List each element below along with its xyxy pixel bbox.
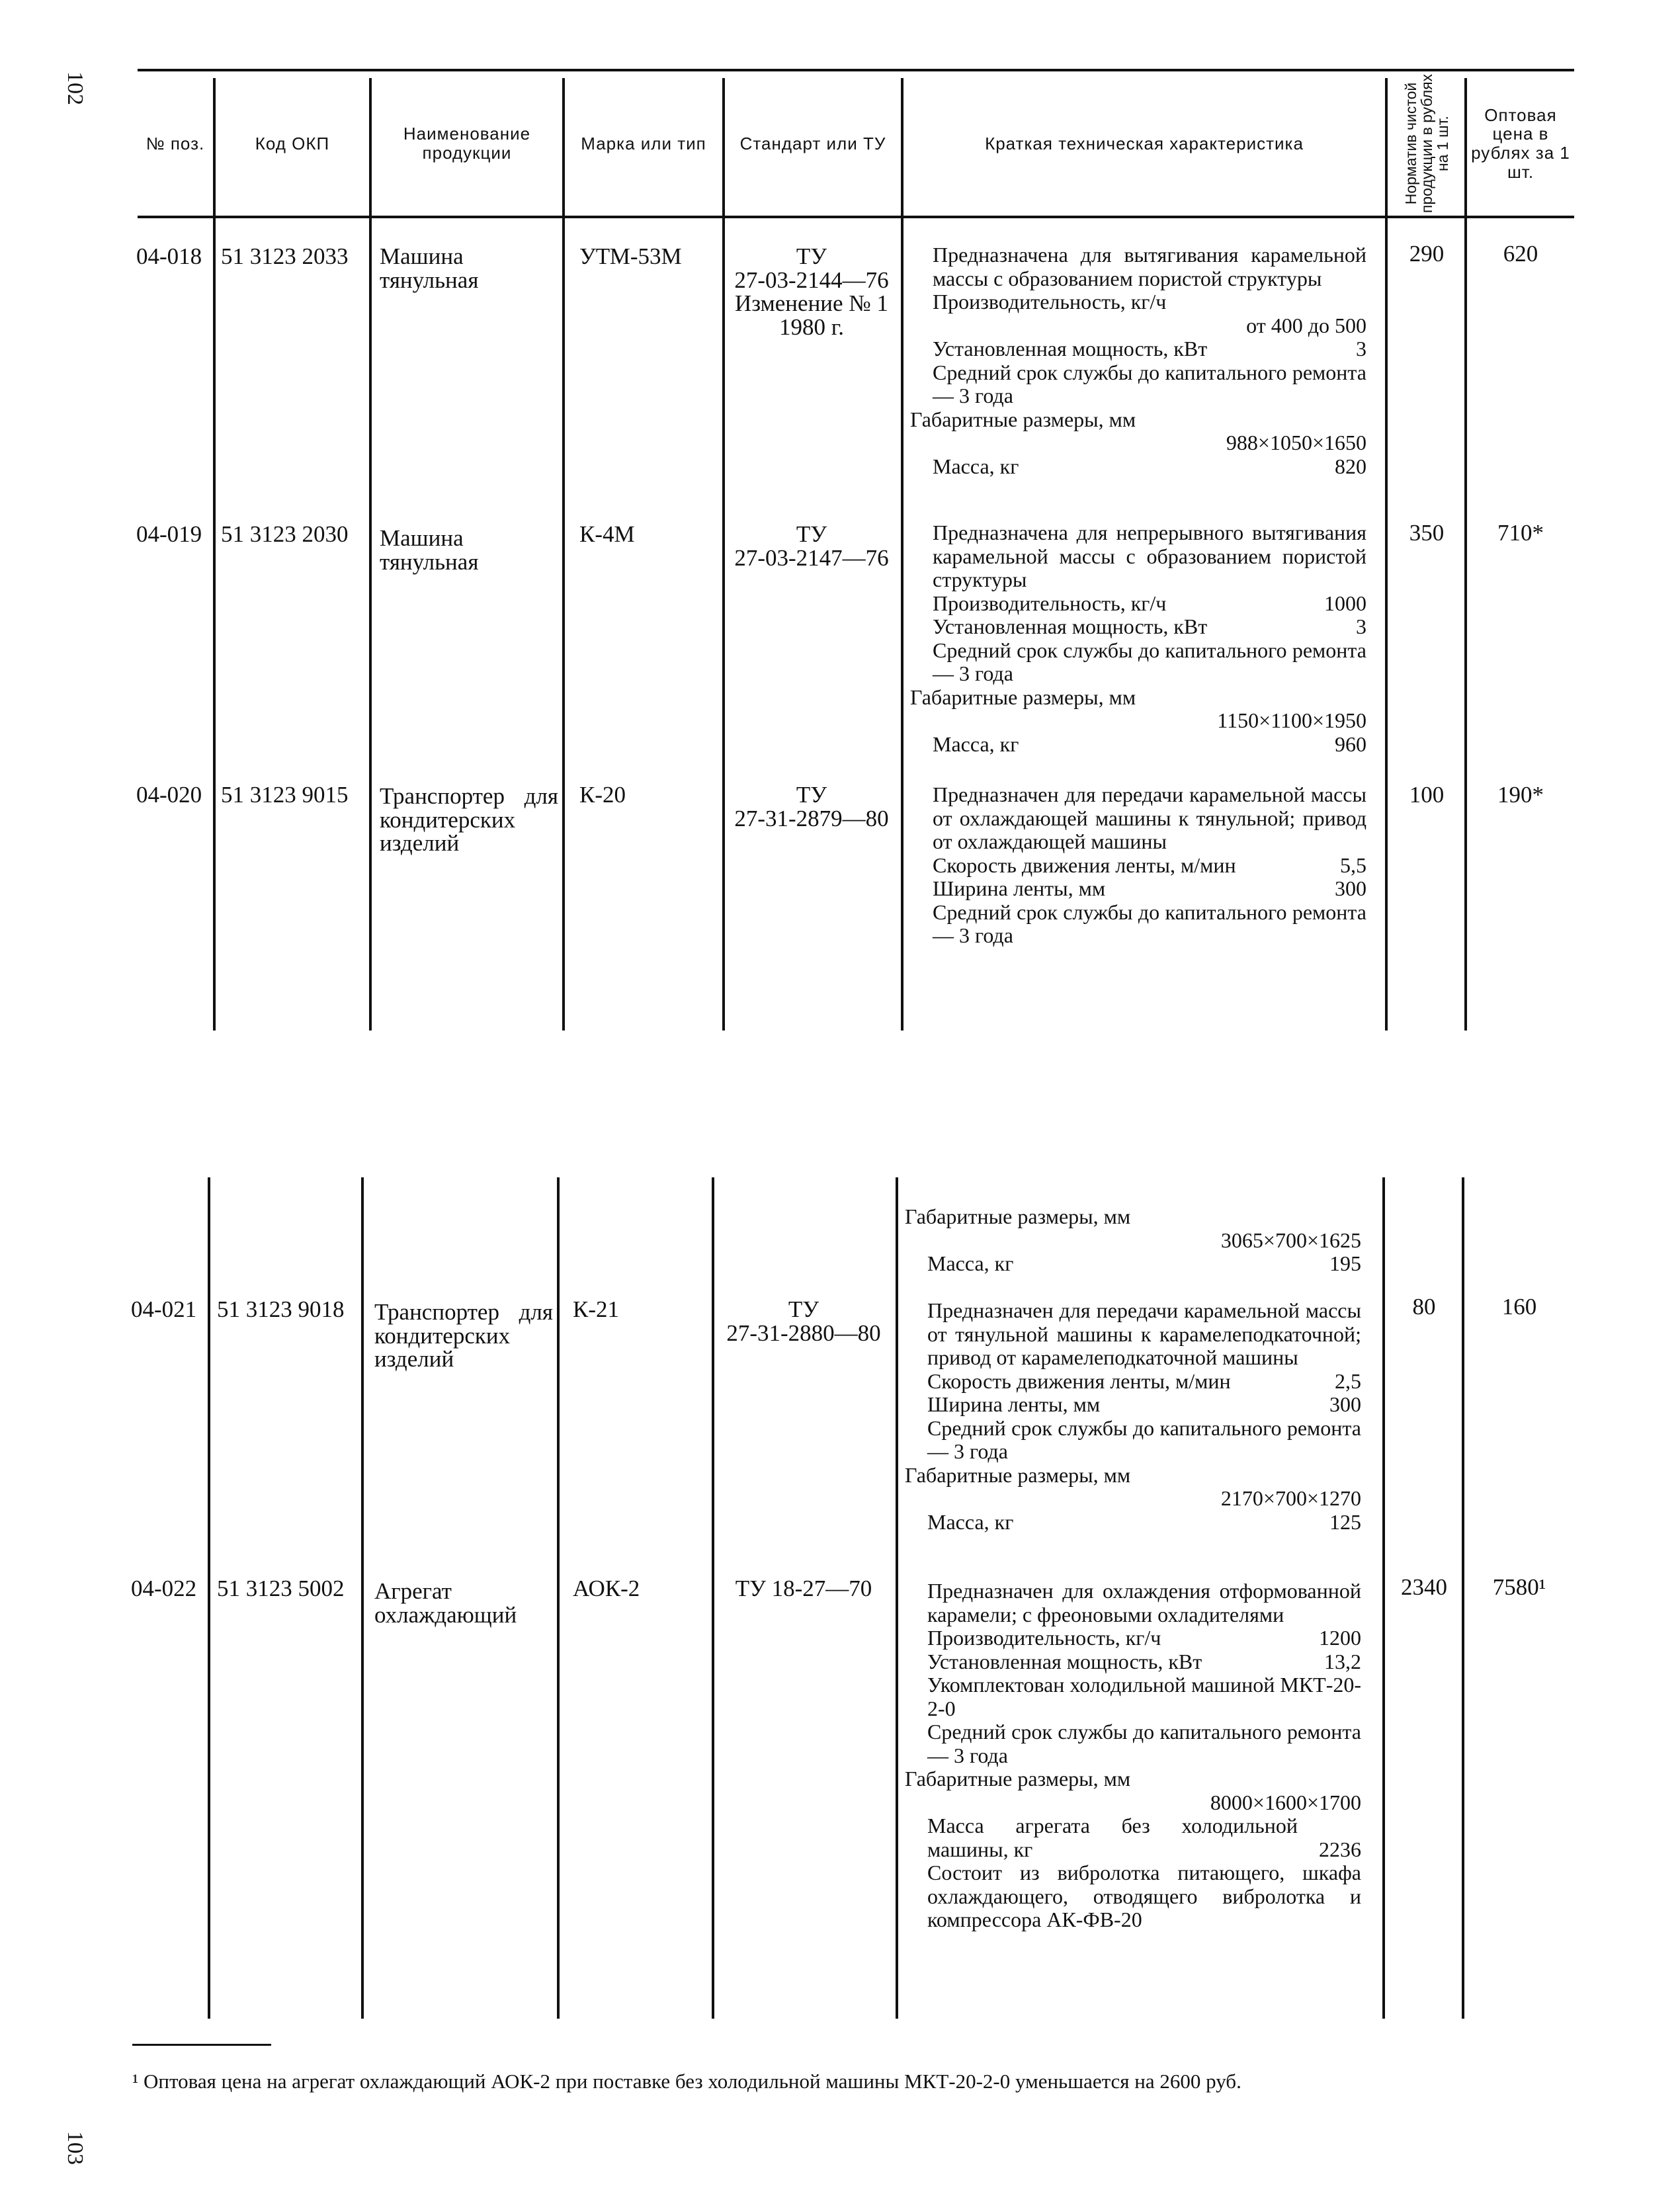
desc-value: 2236: [1319, 1837, 1361, 1861]
desc-label: Ширина ленты, мм: [927, 1392, 1101, 1416]
desc-value: 13,2: [1324, 1649, 1361, 1673]
standard-line: ТУ: [796, 521, 827, 547]
row-pos: 04-021: [131, 1296, 197, 1322]
desc-purpose: Предназначен для передачи карамельной массы от охлаждающей машины к тянульной; привод от охлаждающей машины: [933, 782, 1366, 853]
row-standard: [725, 245, 898, 339]
desc-purpose: Предназначен для передачи карамельной массы от тянульной машины к карамелеподкаточной; привод от карамелеподкаточной машины: [927, 1298, 1361, 1369]
row-mark: К-4М: [579, 521, 635, 547]
standard-line: Изменение № 1: [735, 290, 888, 317]
row-code: 51 3123 9015: [221, 782, 349, 808]
row-standard: [714, 1577, 893, 1601]
row-name: Машина тянульная: [380, 525, 479, 575]
desc-kv: [905, 1252, 1361, 1276]
row-name: Агрегат охлаждающий: [374, 1578, 517, 1628]
desc-kv: [910, 337, 1366, 361]
desc-value: 1200: [1319, 1626, 1361, 1650]
desc-composition: Состоит из вибролотка питающего, шкафа охлаждающего, отводящего вибролотка и компрессора АК-ФВ-20: [927, 1861, 1361, 1931]
desc-value: 300: [1335, 876, 1366, 900]
desc-label: Габаритные размеры, мм: [910, 407, 1136, 431]
desc-equipped: Укомплектован холодильной машиной МКТ-20-2-0: [927, 1673, 1361, 1720]
column-divider: [557, 1177, 560, 2019]
column-divider: [562, 78, 565, 1031]
desc-value: 3: [1356, 337, 1366, 360]
footnote-rule: [132, 2044, 271, 2046]
header-pos: № поз.: [146, 133, 205, 153]
column-divider: [901, 78, 903, 1031]
desc-label: Масса, кг: [927, 1251, 1014, 1275]
header-price: Оптовая цена в рублях за 1 шт.: [1471, 105, 1570, 182]
row-code: 51 3123 5002: [217, 1576, 345, 1601]
desc-label: Габаритные размеры, мм: [905, 1462, 1131, 1487]
column-divider: [896, 1177, 898, 2019]
desc-kv: [910, 733, 1366, 757]
standard-line: 1980 г.: [779, 314, 844, 341]
standard-line: ТУ: [796, 782, 827, 808]
desc-kv: [905, 1626, 1361, 1650]
desc-label: Габаритные размеры, мм: [905, 1204, 1131, 1228]
desc-value: 2170×700×1270: [1220, 1486, 1361, 1510]
desc-kv: [910, 854, 1366, 878]
desc-value: 1000: [1324, 591, 1366, 615]
standard-line: ТУ: [796, 243, 827, 269]
desc-value: 300: [1329, 1392, 1361, 1416]
desc-value: 8000×1600×1700: [1210, 1790, 1361, 1814]
row-norm: 100: [1409, 782, 1445, 808]
desc-purpose: Предназначен для охлаждения отформованной карамели; с фреоновыми охладителями: [927, 1579, 1361, 1626]
row-standard: [714, 1298, 893, 1345]
header-code: Код ОКП: [255, 133, 330, 153]
row-pos: 04-022: [131, 1576, 197, 1601]
desc-value: от 400 до 500: [1246, 313, 1366, 337]
desc-value: 960: [1335, 732, 1366, 756]
continued-description: [905, 1205, 1361, 1276]
desc-label: Установленная мощность, кВт: [927, 1649, 1202, 1673]
desc-label: Масса агрегата без холодильной машины, кг: [927, 1814, 1298, 1861]
desc-kv: [905, 1393, 1361, 1417]
column-divider: [213, 78, 216, 1031]
row-name: Транспортер для кондитерских изделий: [374, 1299, 553, 1372]
row-standard: [725, 783, 898, 830]
row-price: 710*: [1497, 520, 1544, 546]
column-divider: [1464, 78, 1467, 1031]
desc-label: Установленная мощность, кВт: [933, 337, 1208, 360]
row-name: Транспортер для кондитерских изделий: [380, 783, 558, 857]
desc-kv: [910, 592, 1366, 616]
column-divider: [369, 78, 372, 1031]
desc-purpose: Предназначена для вытягивания карамельной массы с образованием пористой структуры: [933, 243, 1366, 290]
desc-kv: [905, 1511, 1361, 1535]
header-mark: Марка или тип: [581, 133, 706, 153]
desc-label: Скорость движения ленты, м/мин: [933, 853, 1236, 877]
desc-service-life: Средний срок службы до капитального ремонта — 3 года: [933, 638, 1366, 685]
standard-line: 27-03-2147—76: [734, 544, 889, 571]
desc-label: Масса, кг: [933, 454, 1019, 478]
row-pos: 04-019: [136, 521, 202, 547]
desc-kv: [905, 1814, 1361, 1861]
row-description: [910, 521, 1366, 756]
desc-label: Габаритные размеры, мм: [910, 685, 1136, 709]
row-standard: [725, 523, 898, 569]
row-price: 160: [1501, 1294, 1537, 1320]
desc-label: Производительность, кг/ч: [927, 1626, 1161, 1650]
desc-label: Габаритные размеры, мм: [905, 1767, 1131, 1790]
row-price: 190*: [1497, 782, 1544, 808]
page-number-bottom: 103: [63, 2131, 87, 2165]
desc-kv: [905, 1370, 1361, 1394]
standard-line: ТУ: [788, 1296, 819, 1322]
desc-value: 195: [1329, 1251, 1361, 1275]
row-norm: 80: [1412, 1294, 1436, 1320]
column-divider: [208, 1177, 210, 2019]
row-mark: УТМ-53М: [579, 243, 682, 269]
desc-value: 820: [1335, 454, 1366, 478]
row-description: [905, 1299, 1361, 1534]
header-norm: [1388, 70, 1466, 217]
header-spec: Краткая техническая характеристика: [985, 133, 1304, 153]
desc-value: 125: [1329, 1509, 1361, 1534]
row-code: 51 3123 9018: [217, 1296, 345, 1322]
desc-service-life: Средний срок службы до капитального ремонта — 3 года: [933, 360, 1366, 407]
row-description: [905, 1579, 1361, 1932]
desc-purpose: Предназначена для непрерывного вытягивания карамельной массы с образованием пористой структуры: [933, 521, 1366, 591]
desc-service-life: Средний срок службы до капитального ремонта — 3 года: [933, 900, 1366, 947]
row-name: Машина тянульная: [380, 243, 479, 293]
row-mark: К-20: [579, 782, 626, 808]
row-norm: 2340: [1401, 1574, 1447, 1600]
standard-line: 27-31-2880—80: [726, 1320, 881, 1346]
row-description: [910, 783, 1366, 948]
row-price: 620: [1503, 241, 1538, 267]
desc-label: Масса, кг: [927, 1509, 1014, 1534]
desc-kv: [910, 615, 1366, 639]
row-pos: 04-020: [136, 782, 202, 808]
desc-kv: [910, 877, 1366, 901]
desc-label: Масса, кг: [933, 732, 1019, 756]
header-norm-text: Норматив чистой продукции в рублях на 1 шт.: [1402, 73, 1452, 214]
header-name: Наименование продукции: [403, 124, 531, 163]
row-norm: 350: [1409, 520, 1445, 546]
desc-value: 988×1050×1650: [1226, 431, 1366, 454]
header-standard: Стандарт или ТУ: [739, 133, 886, 153]
desc-kv: [910, 455, 1366, 479]
desc-service-life: Средний срок службы до капитального ремонта — 3 года: [927, 1720, 1361, 1767]
footnote: ¹ Оптовая цена на агрегат охлаждающий АОК-2 при поставке без холодильной машины МКТ-20-2-0 уменьшается на 2600 руб.: [132, 2070, 1241, 2093]
desc-label: Производительность, кг/ч: [933, 591, 1167, 615]
row-code: 51 3123 2033: [221, 243, 349, 269]
standard-line: 27-03-2144—76: [734, 267, 889, 293]
standard-line: ТУ 18-27—70: [735, 1576, 872, 1601]
row-price: 7580¹: [1492, 1574, 1546, 1600]
row-description: [910, 243, 1366, 478]
row-pos: 04-018: [136, 243, 202, 269]
desc-label: Производительность, кг/ч: [933, 290, 1167, 314]
desc-kv: [905, 1650, 1361, 1674]
desc-value: 2,5: [1335, 1368, 1361, 1393]
column-divider: [361, 1177, 364, 2019]
desc-value: 5,5: [1340, 853, 1366, 877]
standard-line: 27-31-2879—80: [734, 805, 889, 831]
desc-value: 3065×700×1625: [1220, 1228, 1361, 1252]
desc-service-life: Средний срок службы до капитального ремонта — 3 года: [927, 1415, 1361, 1463]
column-divider: [1385, 78, 1388, 1031]
desc-label: Скорость движения ленты, м/мин: [927, 1368, 1231, 1393]
desc-label: Ширина ленты, мм: [933, 876, 1106, 900]
desc-label: Установленная мощность, кВт: [933, 614, 1208, 638]
row-mark: АОК-2: [573, 1576, 640, 1601]
row-mark: К-21: [573, 1296, 619, 1322]
desc-value: 3: [1356, 614, 1366, 638]
desc-value: 1150×1100×1950: [1217, 708, 1366, 732]
page-number-top: 102: [63, 71, 87, 105]
row-code: 51 3123 2030: [221, 521, 349, 547]
row-norm: 290: [1409, 241, 1445, 267]
